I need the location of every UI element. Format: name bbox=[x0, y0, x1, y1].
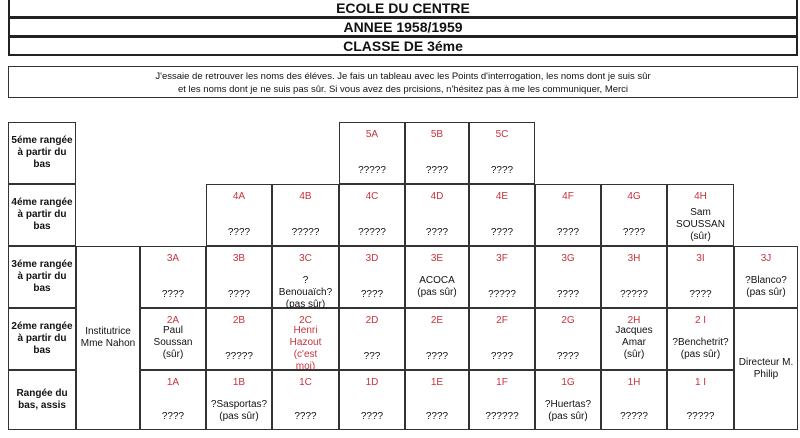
seat-code: 1F bbox=[496, 377, 508, 388]
seat-5C bbox=[469, 122, 535, 184]
seat-code: 2B bbox=[232, 315, 246, 326]
seat-code: 1 I bbox=[694, 377, 707, 388]
seat-student: ???? bbox=[161, 411, 185, 422]
seat-code: 3E bbox=[430, 253, 444, 264]
director-cell bbox=[734, 308, 798, 430]
seat-student: Paul Soussan (sûr) bbox=[153, 325, 193, 360]
seat-student: Henri Hazout (c'est moi) bbox=[289, 325, 322, 372]
director-name: Directeur M. Philip bbox=[738, 357, 794, 380]
seat-code: 3A bbox=[166, 253, 180, 264]
seat-2A bbox=[140, 308, 206, 370]
seat-code: 4F bbox=[562, 191, 574, 202]
seat-student: ?Benouaïch? (pas sûr) bbox=[278, 275, 333, 310]
intro-line-2: et les noms dont je ne suis pas sûr. Si vous avez des prcisions, n'hésitez pas à me les communiquer, Merci bbox=[177, 84, 629, 95]
seat-code: 1B bbox=[232, 377, 246, 388]
seat-4B bbox=[272, 184, 339, 246]
seat-student: ????? bbox=[358, 165, 386, 176]
seat-code: 4E bbox=[495, 191, 509, 202]
seat-code: 3F bbox=[496, 253, 508, 264]
seat-3A bbox=[140, 246, 206, 308]
seat-2E bbox=[405, 308, 469, 370]
seat-code: 2E bbox=[430, 315, 444, 326]
seat-1G bbox=[535, 370, 601, 430]
seat-code: 4D bbox=[430, 191, 444, 202]
seat-student: ???? bbox=[556, 289, 580, 300]
row-label-1: Rangée du bas, assis bbox=[8, 370, 76, 430]
seat-student: ???? bbox=[294, 411, 317, 422]
seat-code: 2C bbox=[299, 315, 312, 326]
year-title: ANNEE 1958/1959 bbox=[8, 17, 798, 37]
teacher-name: Institutrice Mme Nahon bbox=[80, 326, 136, 349]
seat-3B bbox=[206, 246, 272, 308]
seat-student: ???? bbox=[556, 227, 580, 238]
seat-student: ????? bbox=[620, 289, 648, 300]
seat-code: 5B bbox=[430, 129, 444, 140]
seat-code: 3G bbox=[561, 253, 575, 264]
seat-student: ???? bbox=[425, 351, 449, 362]
seat-1I bbox=[667, 370, 734, 430]
seat-code: 1E bbox=[430, 377, 444, 388]
seat-2H bbox=[601, 308, 667, 370]
seat-student: ?Benchetrit? (pas sûr) bbox=[672, 337, 729, 360]
row-label-4: 4éme rangée à partir du bas bbox=[8, 184, 76, 246]
seat-1D bbox=[339, 370, 405, 430]
seat-code: 4B bbox=[299, 191, 312, 202]
seat-4C bbox=[339, 184, 405, 246]
class-title: CLASSE DE 3éme bbox=[8, 36, 798, 56]
seat-student: ?Sasportas? (pas sûr) bbox=[210, 399, 268, 422]
seat-student: ?Blanco? (pas sûr) bbox=[745, 275, 787, 298]
teacher-cell bbox=[76, 246, 140, 430]
seat-5B bbox=[405, 122, 469, 184]
seat-student: ???? bbox=[360, 289, 384, 300]
seat-code: 1D bbox=[365, 377, 379, 388]
seat-code: 2D bbox=[365, 315, 379, 326]
seat-code: 4C bbox=[365, 191, 379, 202]
seat-2D bbox=[339, 308, 405, 370]
seat-1H bbox=[601, 370, 667, 430]
seat-4A bbox=[206, 184, 272, 246]
seat-2G bbox=[535, 308, 601, 370]
seat-4F bbox=[535, 184, 601, 246]
seat-code: 3H bbox=[627, 253, 641, 264]
seat-4G bbox=[601, 184, 667, 246]
seat-student: ????? bbox=[686, 411, 715, 422]
seat-1E bbox=[405, 370, 469, 430]
seat-code: 3I bbox=[696, 253, 705, 264]
seat-code: 1G bbox=[561, 377, 575, 388]
seat-1C bbox=[272, 370, 339, 430]
seat-student: ???? bbox=[490, 227, 514, 238]
seat-student: Sam SOUSSAN (sûr) bbox=[676, 207, 725, 242]
seat-student: ???? bbox=[490, 165, 514, 176]
seat-code: 2F bbox=[496, 315, 508, 326]
seat-2B bbox=[206, 308, 272, 370]
seat-student: ???? bbox=[161, 289, 185, 300]
seat-code: 5C bbox=[495, 129, 509, 140]
row-label-2: 2éme rangée à partir du bas bbox=[8, 308, 76, 370]
seat-student: ???? bbox=[490, 351, 514, 362]
seat-3D bbox=[339, 246, 405, 308]
seat-code: 4H bbox=[694, 191, 707, 202]
seat-student: ????? bbox=[620, 411, 648, 422]
seat-student: ???? bbox=[556, 351, 580, 362]
seat-5A bbox=[339, 122, 405, 184]
seat-code: 2A bbox=[166, 315, 180, 326]
seat-3H bbox=[601, 246, 667, 308]
seat-student: ????? bbox=[291, 227, 320, 238]
seat-student: ???? bbox=[425, 165, 449, 176]
seat-3C bbox=[272, 246, 339, 308]
seat-student: Jacques Amar (sûr) bbox=[615, 325, 653, 360]
seat-code: 3B bbox=[232, 253, 246, 264]
seat-student: ???? bbox=[425, 411, 449, 422]
seat-code: 5A bbox=[365, 129, 379, 140]
seat-4H bbox=[667, 184, 734, 246]
seat-2F bbox=[469, 308, 535, 370]
seat-code: 3J bbox=[760, 253, 772, 264]
row-label-5: 5éme rangée à partir du bas bbox=[8, 122, 76, 184]
intro-text bbox=[8, 66, 798, 98]
seat-student: ???? bbox=[360, 411, 384, 422]
school-title: ECOLE DU CENTRE bbox=[8, 0, 798, 18]
seat-2I bbox=[667, 308, 734, 370]
intro-line-1: J'essaie de retrouver les noms des éléves. Je fais un tableau avec les Points d'interrogation, les noms dont je suis sûr bbox=[155, 71, 651, 82]
seat-student: ??? bbox=[363, 351, 381, 362]
seat-1A bbox=[140, 370, 206, 430]
seat-1F bbox=[469, 370, 535, 430]
seat-student: ?Huertas? (pas sûr) bbox=[544, 399, 592, 422]
seat-student: ???? bbox=[227, 289, 251, 300]
seat-code: 3C bbox=[299, 253, 312, 264]
seat-3G bbox=[535, 246, 601, 308]
seat-student: ???? bbox=[622, 227, 646, 238]
seat-student: ???? bbox=[227, 227, 251, 238]
seat-student: ACOCA (pas sûr) bbox=[417, 275, 457, 298]
seat-4E bbox=[469, 184, 535, 246]
seat-code: 3D bbox=[365, 253, 379, 264]
seat-code: 4G bbox=[627, 191, 641, 202]
seat-code: 2 I bbox=[694, 315, 707, 326]
seat-code: 4A bbox=[232, 191, 246, 202]
seat-student: ????? bbox=[488, 289, 516, 300]
seat-code: 1A bbox=[166, 377, 180, 388]
seat-4D bbox=[405, 184, 469, 246]
seat-student: ???? bbox=[689, 289, 712, 300]
seat-3J bbox=[734, 246, 798, 308]
seat-student: ?????? bbox=[485, 411, 519, 422]
seat-code: 2H bbox=[627, 315, 641, 326]
seat-3E bbox=[405, 246, 469, 308]
seat-2C bbox=[272, 308, 339, 370]
row-label-3: 3éme rangée à partir du bas bbox=[8, 246, 76, 308]
seat-student: ???? bbox=[425, 227, 449, 238]
seat-student: ????? bbox=[225, 351, 253, 362]
seat-code: 1C bbox=[299, 377, 312, 388]
seat-student: ????? bbox=[358, 227, 386, 238]
seat-1B bbox=[206, 370, 272, 430]
seat-code: 2G bbox=[561, 315, 575, 326]
seat-code: 1H bbox=[627, 377, 641, 388]
seat-3I bbox=[667, 246, 734, 308]
seat-3F bbox=[469, 246, 535, 308]
